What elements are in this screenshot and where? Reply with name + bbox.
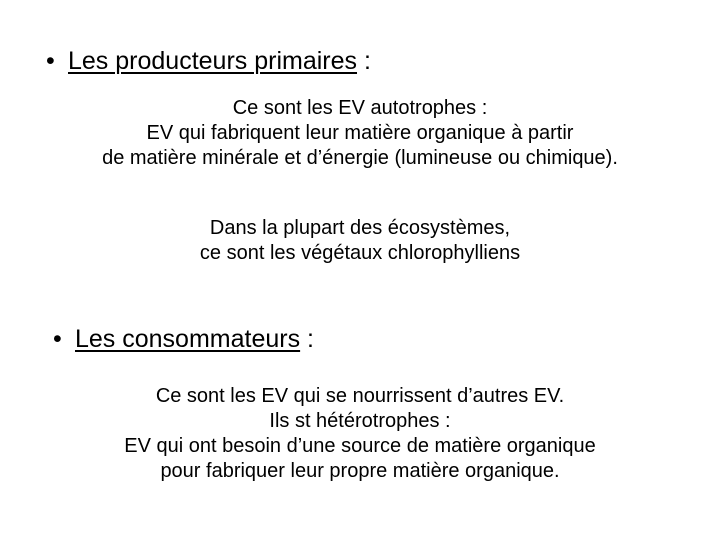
- consumers-definition-line: pour fabriquer leur propre matière organique.: [160, 460, 560, 482]
- producers-heading: [46, 46, 371, 76]
- producers-definition: [0, 96, 720, 171]
- consumers-heading: [53, 324, 314, 354]
- bullet-icon: •: [46, 47, 55, 75]
- producers-example: [0, 216, 720, 266]
- consumers-definition: [0, 384, 720, 484]
- producers-example-line: ce sont les végétaux chlorophylliens: [199, 242, 521, 264]
- bullet-icon: •: [53, 325, 62, 353]
- producers-definition-line: Ce sont les EV autotrophes :: [232, 97, 488, 119]
- producers-colon: :: [357, 47, 371, 75]
- consumers-definition-line: EV qui ont besoin d’une source de matière organique: [124, 435, 596, 457]
- consumers-term: Les consommateurs: [75, 325, 301, 353]
- producers-definition-line: de matière minérale et d’énergie (lumineuse ou chimique).: [102, 147, 618, 169]
- producers-definition-line: EV qui fabriquent leur matière organique à partir: [146, 122, 574, 144]
- consumers-definition-line: Ce sont les EV qui se nourrissent d’autres EV.: [155, 385, 565, 407]
- consumers-definition-line: Ils st hétérotrophes :: [269, 410, 451, 432]
- consumers-colon: :: [300, 325, 315, 353]
- producers-example-line: Dans la plupart des écosystèmes,: [209, 217, 511, 239]
- producers-term: Les producteurs primaires: [68, 47, 358, 75]
